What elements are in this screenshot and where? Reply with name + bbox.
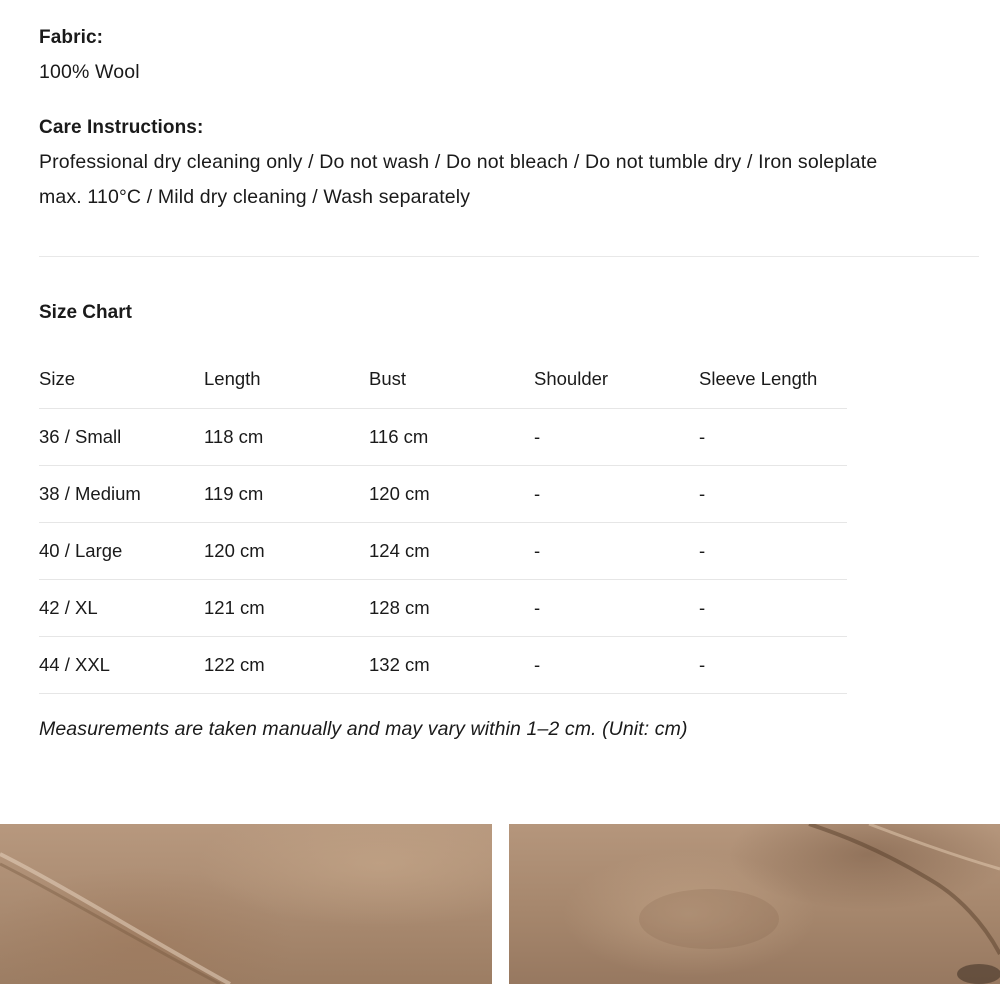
table-header-row	[39, 351, 847, 408]
cell-length: 118 cm	[204, 425, 264, 447]
column-header-length: Length	[204, 368, 261, 390]
column-header-sleeve-length: Sleeve Length	[699, 368, 818, 390]
cell-bust: 116 cm	[369, 425, 429, 447]
cell-shoulder: -	[534, 653, 541, 675]
cell-sleeve-length: -	[699, 425, 706, 447]
section-divider	[39, 256, 979, 257]
size-chart-table	[39, 351, 847, 694]
wool-fabric-closeup-photo	[0, 824, 492, 984]
care-label: Care Instructions:	[39, 117, 204, 138]
care-instructions-line-2: max. 110°C / Mild dry cleaning / Wash separately	[39, 186, 471, 208]
table-row	[39, 579, 847, 636]
column-header-shoulder: Shoulder	[534, 368, 609, 390]
cell-size: 44 / XXL	[39, 653, 110, 675]
cell-shoulder: -	[534, 425, 541, 447]
collar-fold-illustration	[509, 824, 1000, 984]
table-row	[39, 636, 847, 693]
cell-length: 122 cm	[204, 653, 265, 675]
fabric-value: 100% Wool	[39, 61, 140, 83]
table-row	[39, 522, 847, 579]
fabric-seam-illustration	[0, 824, 492, 984]
cell-size: 36 / Small	[39, 425, 122, 447]
care-instructions-line-1: Professional dry cleaning only / Do not wash / Do not bleach / Do not tumble dry / Iron soleplate	[39, 151, 878, 173]
cell-sleeve-length: -	[699, 482, 706, 504]
column-header-bust: Bust	[369, 368, 407, 390]
cell-length: 120 cm	[204, 539, 265, 561]
cell-sleeve-length: -	[699, 539, 706, 561]
table-row	[39, 465, 847, 522]
cell-sleeve-length: -	[699, 653, 706, 675]
cell-size: 38 / Medium	[39, 482, 141, 504]
cell-sleeve-length: -	[699, 596, 706, 618]
cell-bust: 120 cm	[369, 482, 430, 504]
measurement-note: Measurements are taken manually and may vary within 1–2 cm. (Unit: cm)	[39, 718, 688, 740]
cell-shoulder: -	[534, 596, 541, 618]
fabric-label: Fabric:	[39, 27, 104, 48]
cell-shoulder: -	[534, 539, 541, 561]
table-row	[39, 408, 847, 465]
cell-size: 42 / XL	[39, 596, 98, 618]
cell-bust: 128 cm	[369, 596, 430, 618]
cell-size: 40 / Large	[39, 539, 123, 561]
column-header-size: Size	[39, 368, 75, 390]
cell-shoulder: -	[534, 482, 541, 504]
cell-length: 121 cm	[204, 596, 265, 618]
coat-collar-closeup-photo	[509, 824, 1000, 984]
cell-bust: 124 cm	[369, 539, 430, 561]
size-chart-title: Size Chart	[39, 302, 132, 323]
cell-bust: 132 cm	[369, 653, 430, 675]
cell-length: 119 cm	[204, 482, 264, 504]
